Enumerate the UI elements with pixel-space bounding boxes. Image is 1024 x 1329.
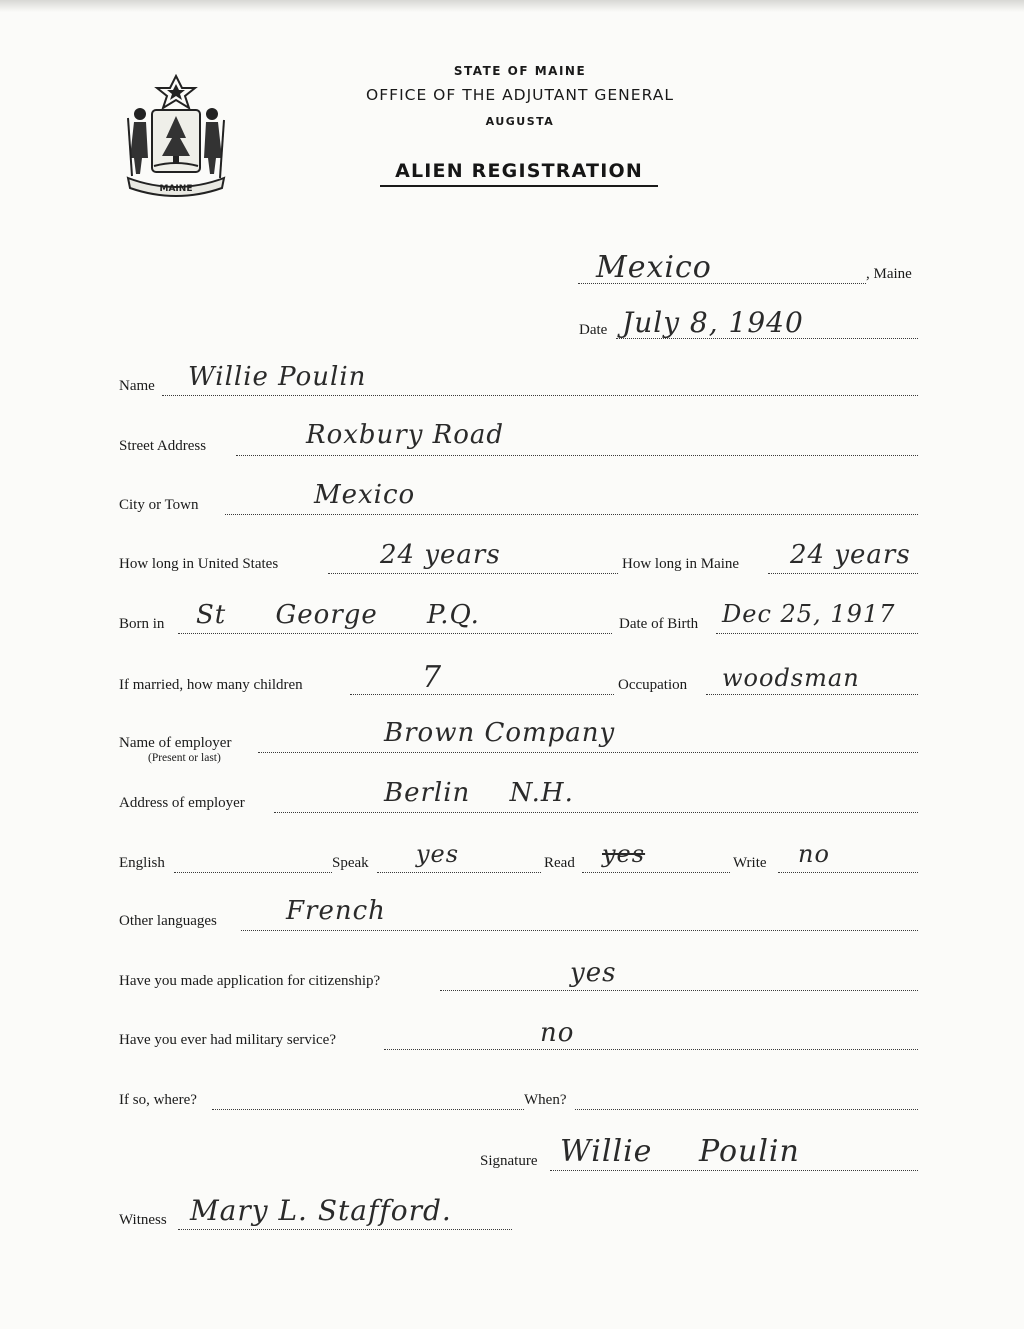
military-value: no xyxy=(540,1018,575,1048)
other-languages-value: French xyxy=(286,896,386,926)
english-line xyxy=(174,872,332,873)
write-line xyxy=(778,872,918,873)
how-long-us-line xyxy=(328,573,618,574)
scan-edge xyxy=(0,0,1024,12)
state-heading: STATE OF MAINE xyxy=(453,64,587,78)
witness-line xyxy=(178,1229,512,1230)
city-heading: AUGUSTA xyxy=(485,115,555,128)
employer-address-label: Address of employer xyxy=(119,795,245,811)
form-title: ALIEN REGISTRATION xyxy=(380,160,658,187)
employer-name-sublabel: (Present or last) xyxy=(148,752,221,764)
witness-value: Mary L. Stafford. xyxy=(190,1194,452,1227)
when-label: When? xyxy=(524,1092,567,1108)
city-line xyxy=(225,514,918,515)
citizenship-label: Have you made application for citizenship? xyxy=(119,973,381,989)
employer-address-line xyxy=(274,812,918,813)
speak-value: yes xyxy=(416,840,460,868)
street-address-value: Roxbury Road xyxy=(306,420,505,450)
employer-name-value: Brown Company xyxy=(384,718,616,748)
occupation-label: Occupation xyxy=(618,677,688,693)
how-long-maine-label: How long in Maine xyxy=(622,556,740,572)
dob-line xyxy=(716,633,918,634)
dob-value: Dec 25, 1917 xyxy=(722,600,896,628)
born-in-value: St George P.Q. xyxy=(196,600,480,630)
speak-label: Speak xyxy=(332,855,369,871)
read-value: yes xyxy=(602,840,646,868)
read-line xyxy=(582,872,730,873)
dob-label: Date of Birth xyxy=(619,616,699,632)
witness-label: Witness xyxy=(119,1212,167,1228)
employer-name-line xyxy=(258,752,918,753)
signature-line xyxy=(550,1170,918,1171)
children-line xyxy=(350,694,614,695)
name-label: Name xyxy=(119,378,155,394)
military-line xyxy=(384,1049,918,1050)
english-label: English xyxy=(119,855,165,871)
signature-label: Signature xyxy=(480,1153,538,1169)
where-line xyxy=(212,1109,524,1110)
employer-name-label: Name of employer xyxy=(119,735,232,751)
city-value: Mexico xyxy=(314,480,416,510)
date-label: Date xyxy=(579,322,608,338)
other-languages-line xyxy=(241,930,918,931)
other-languages-label: Other languages xyxy=(119,913,217,929)
occupation-line xyxy=(706,694,918,695)
name-value: Willie Poulin xyxy=(188,362,367,392)
children-value: 7 xyxy=(422,660,443,695)
citizenship-line xyxy=(440,990,918,991)
write-value: no xyxy=(798,840,830,868)
how-long-us-value: 24 years xyxy=(380,540,501,570)
where-label: If so, where? xyxy=(119,1092,197,1108)
when-line xyxy=(575,1109,918,1110)
street-address-line xyxy=(236,455,918,456)
city-label: City or Town xyxy=(119,497,199,513)
place-town-value: Mexico xyxy=(596,250,712,285)
born-in-line xyxy=(178,633,612,634)
seal-banner-text: MAINE xyxy=(159,184,193,194)
speak-line xyxy=(377,872,541,873)
how-long-maine-value: 24 years xyxy=(790,540,911,570)
how-long-maine-line xyxy=(768,573,918,574)
occupation-value: woodsman xyxy=(722,664,860,692)
children-label: If married, how many children xyxy=(119,677,303,693)
employer-address-value: Berlin N.H. xyxy=(384,778,574,808)
citizenship-value: yes xyxy=(570,958,617,988)
how-long-us-label: How long in United States xyxy=(119,556,279,572)
date-value: July 8, 1940 xyxy=(622,306,804,339)
read-label: Read xyxy=(544,855,575,871)
born-in-label: Born in xyxy=(119,616,165,632)
military-label: Have you ever had military service? xyxy=(119,1032,336,1048)
name-line xyxy=(162,395,918,396)
street-address-label: Street Address xyxy=(119,438,207,454)
office-heading: OFFICE OF THE ADJUTANT GENERAL xyxy=(366,86,674,104)
place-suffix-label: , Maine xyxy=(866,266,912,282)
write-label: Write xyxy=(733,855,767,871)
signature-value: Willie Poulin xyxy=(560,1134,800,1169)
